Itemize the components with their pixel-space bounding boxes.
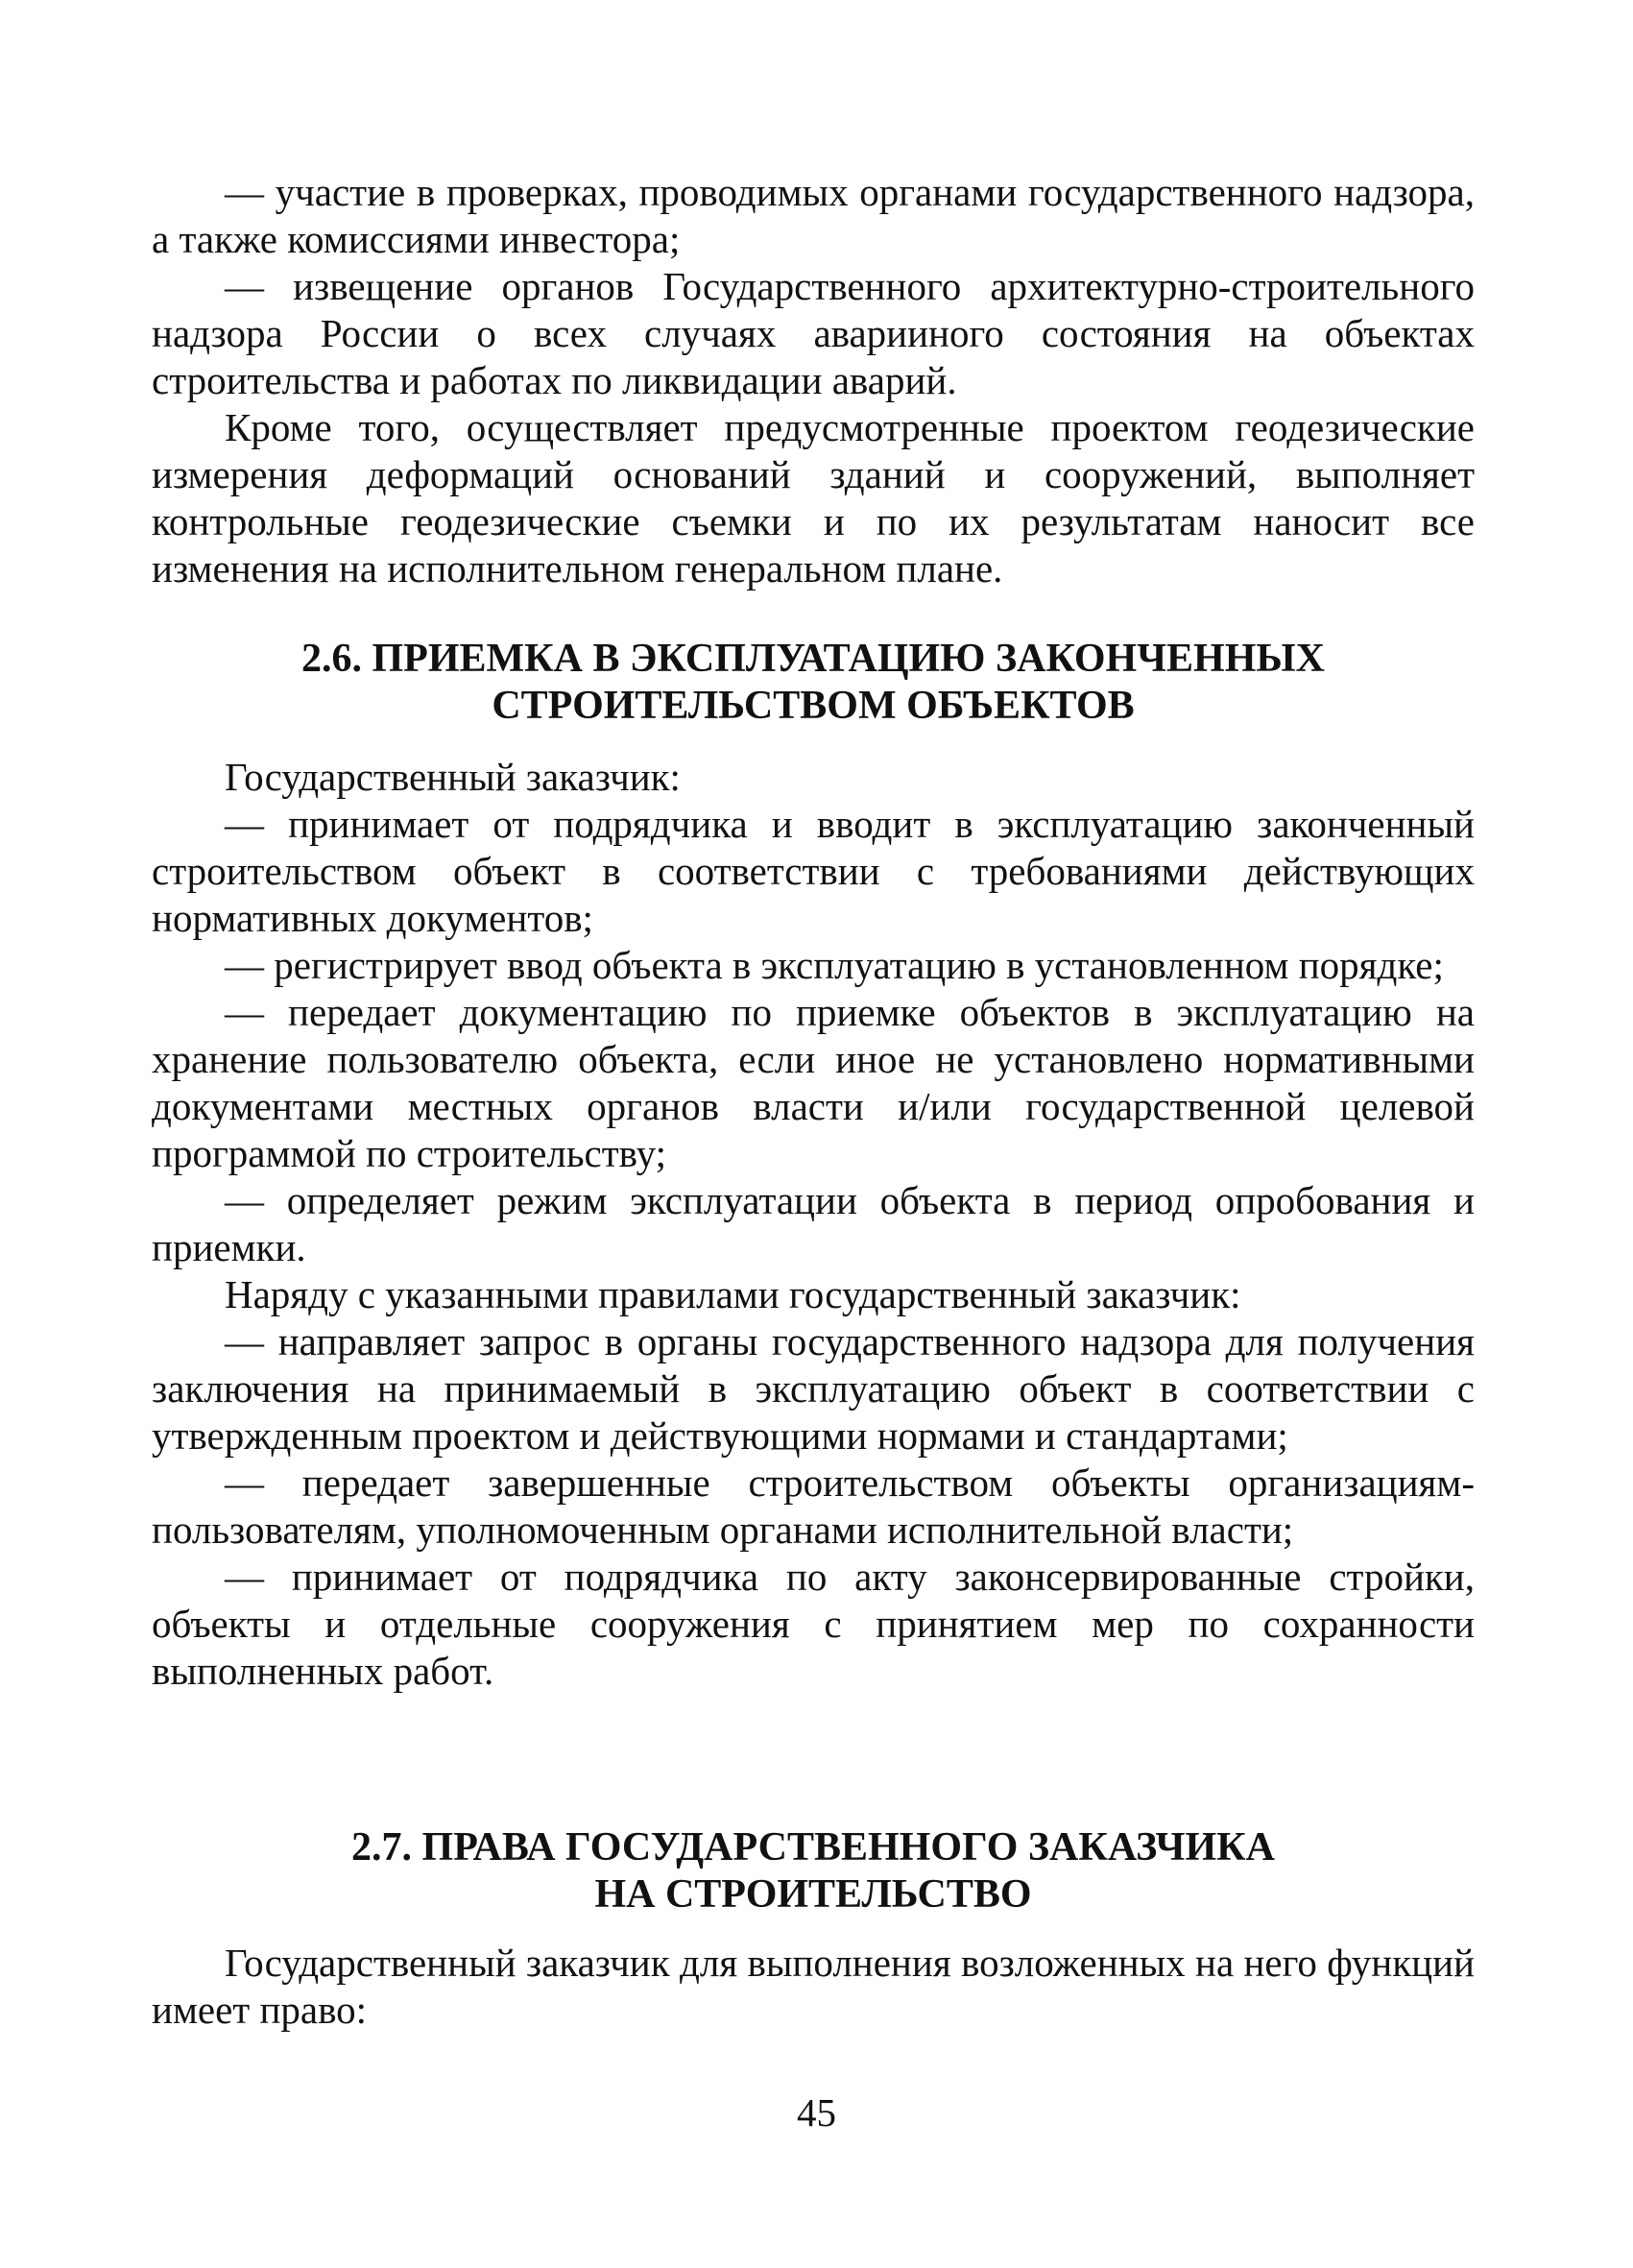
section-2-7-text [152, 1940, 1475, 2034]
heading-line: НА СТРОИТЕЛЬСТВО [594, 1872, 1032, 1917]
paragraph-customer-intro: Государственный заказчик: [225, 755, 681, 799]
list-item: — регистрирует ввод объекта в эксплуатацию в установленном порядке; [225, 943, 1444, 987]
paragraph-notification: — извещение органов Государственного архитектурно-строительного надзора России о всех случаях аварииного состояния на объектах строительства и работах по ликвидации аварий. [152, 264, 1475, 402]
heading-line: 2.7. ПРАВА ГОСУДАРСТВЕННОГО ЗАКАЗЧИКА [351, 1825, 1275, 1870]
heading-line: 2.6. ПРИЕМКА В ЭКСПЛУАТАЦИЮ ЗАКОНЧЕННЫХ [301, 637, 1325, 681]
list-item: — принимает от подрядчика и вводит в эксплуатацию законченный строительством объект в соответствии с требованиями действующих нормативных документов; [152, 802, 1475, 940]
paragraph-customer-rights: Государственный заказчик для выполнения возложенных на него функций имеет право: [152, 1941, 1475, 2032]
list-item: — определяет режим эксплуатации объекта в период опробования и приемки. [152, 1178, 1475, 1269]
section-2-6-text [152, 754, 1475, 1695]
list-item: — направляет запрос в органы государственного надзора для получения заключения на принимаемый в эксплуатацию объект в соответствии с утвержденным проектом и действующими нормами и стандартами; [152, 1319, 1475, 1458]
paragraph-geodetic-measurements: Кроме того, осуществляет предусмотренные проектом геодезические измерения деформаций оснований зданий и сооружений, выполняет контрольные геодезические съемки и по их результатам наносит все изменения на исполнительном генеральном плане. [152, 405, 1475, 591]
paragraph-state-inspections: — участие в проверках, проводимых органами государственного надзора, а также комиссиями инвестора; [152, 170, 1475, 261]
intro-text [152, 169, 1475, 592]
paragraph-additional-rules: Наряду с указанными правилами государственный заказчик: [225, 1272, 1241, 1316]
section-heading-2-7 [152, 1824, 1475, 1918]
list-item: — принимает от подрядчика по акту законсервированные стройки, объекты и отдельные сооружения с принятием мер по сохранности выполненных работ. [152, 1555, 1475, 1693]
list-item: — передает документацию по приемке объектов в эксплуатацию на хранение пользователю объекта, если иное не установлено нормативными документами местных органов власти и/или государственной целевой программой по строительству; [152, 990, 1475, 1175]
heading-line: СТРОИТЕЛЬСТВОМ ОБЪЕКТОВ [492, 684, 1135, 728]
page-number: 45 [797, 2090, 836, 2135]
section-heading-2-6 [152, 636, 1475, 730]
list-item: — передает завершенные строительством объекты организациям-пользователям, уполномоченным органами исполнительной власти; [152, 1460, 1475, 1552]
